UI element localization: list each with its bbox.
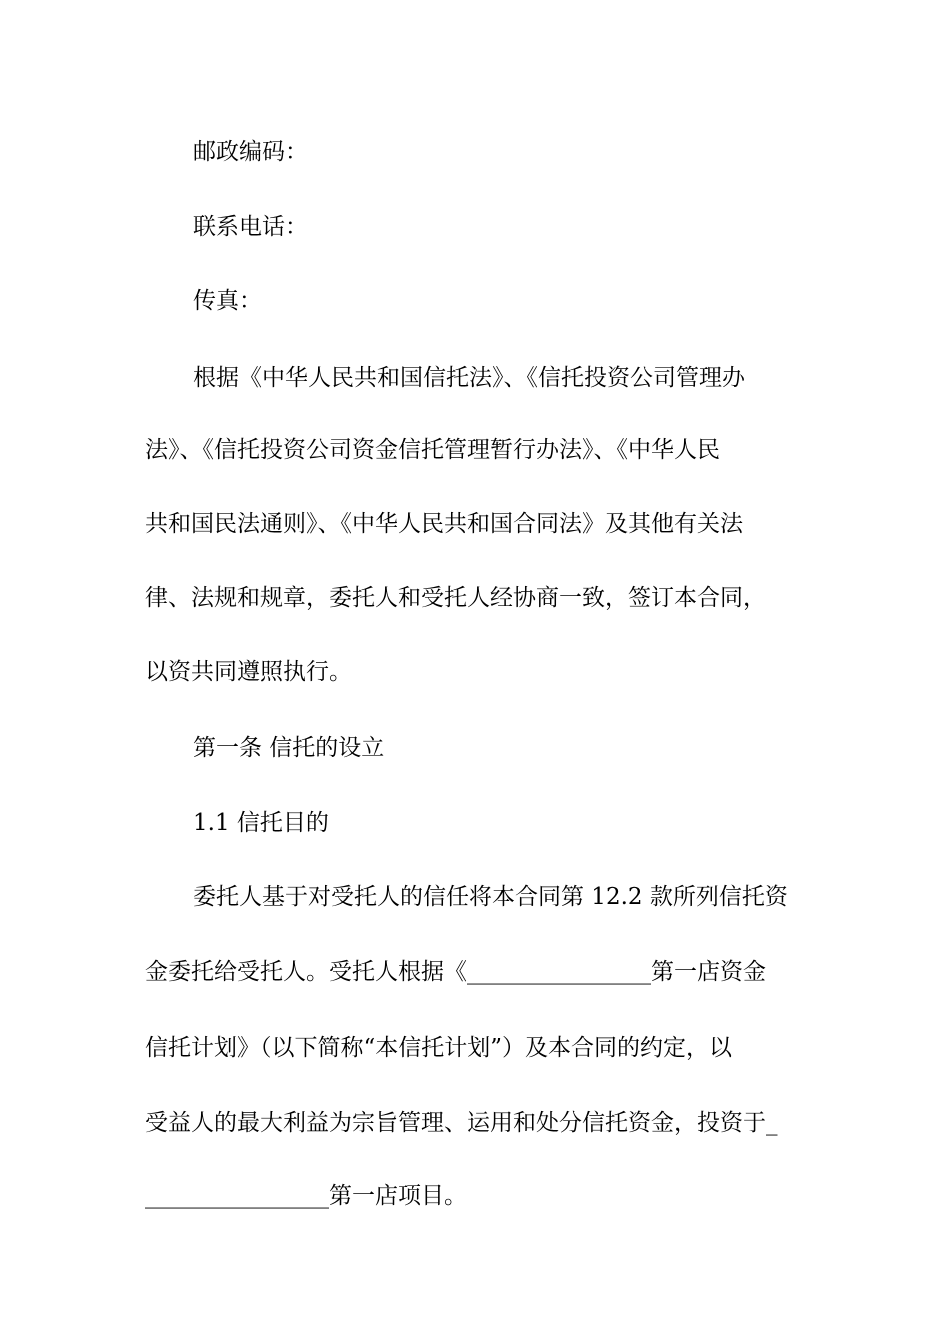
paragraph-line: 共和国民法通则》、《中华人民共和国合同法》及其他有关法 [145, 511, 743, 537]
paragraph-line: 以资共同遵照执行。 [145, 659, 352, 685]
postal-code-label: 邮政编码： [193, 139, 308, 165]
paragraph-line: 金委托给受托人。受托人根据《________________第一店资金 [145, 959, 766, 985]
paragraph-line: 律、法规和规章，委托人和受托人经协商一致，签订本合同， [145, 585, 766, 611]
paragraph-line: 信托计划》（以下简称“本信托计划”）及本合同的约定，以 [145, 1035, 733, 1061]
section-heading: 第一条 信托的设立 [193, 735, 385, 761]
paragraph-line: 根据《中华人民共和国信托法》、《信托投资公司管理办 [193, 365, 745, 391]
paragraph-line: 委托人基于对受托人的信任将本合同第 12.2 款所列信托资 [193, 884, 788, 910]
paragraph-line: 受益人的最大利益为宗旨管理、运用和处分信托资金，投资于_ [145, 1110, 778, 1136]
phone-label: 联系电话： [193, 214, 308, 240]
fax-label: 传真： [193, 288, 262, 314]
paragraph-line: ________________第一店项目。 [145, 1183, 467, 1209]
paragraph-line: 法》、《信托投资公司资金信托管理暂行办法》、《中华人民 [145, 437, 720, 463]
subsection-heading: 1.1 信托目的 [193, 810, 329, 836]
